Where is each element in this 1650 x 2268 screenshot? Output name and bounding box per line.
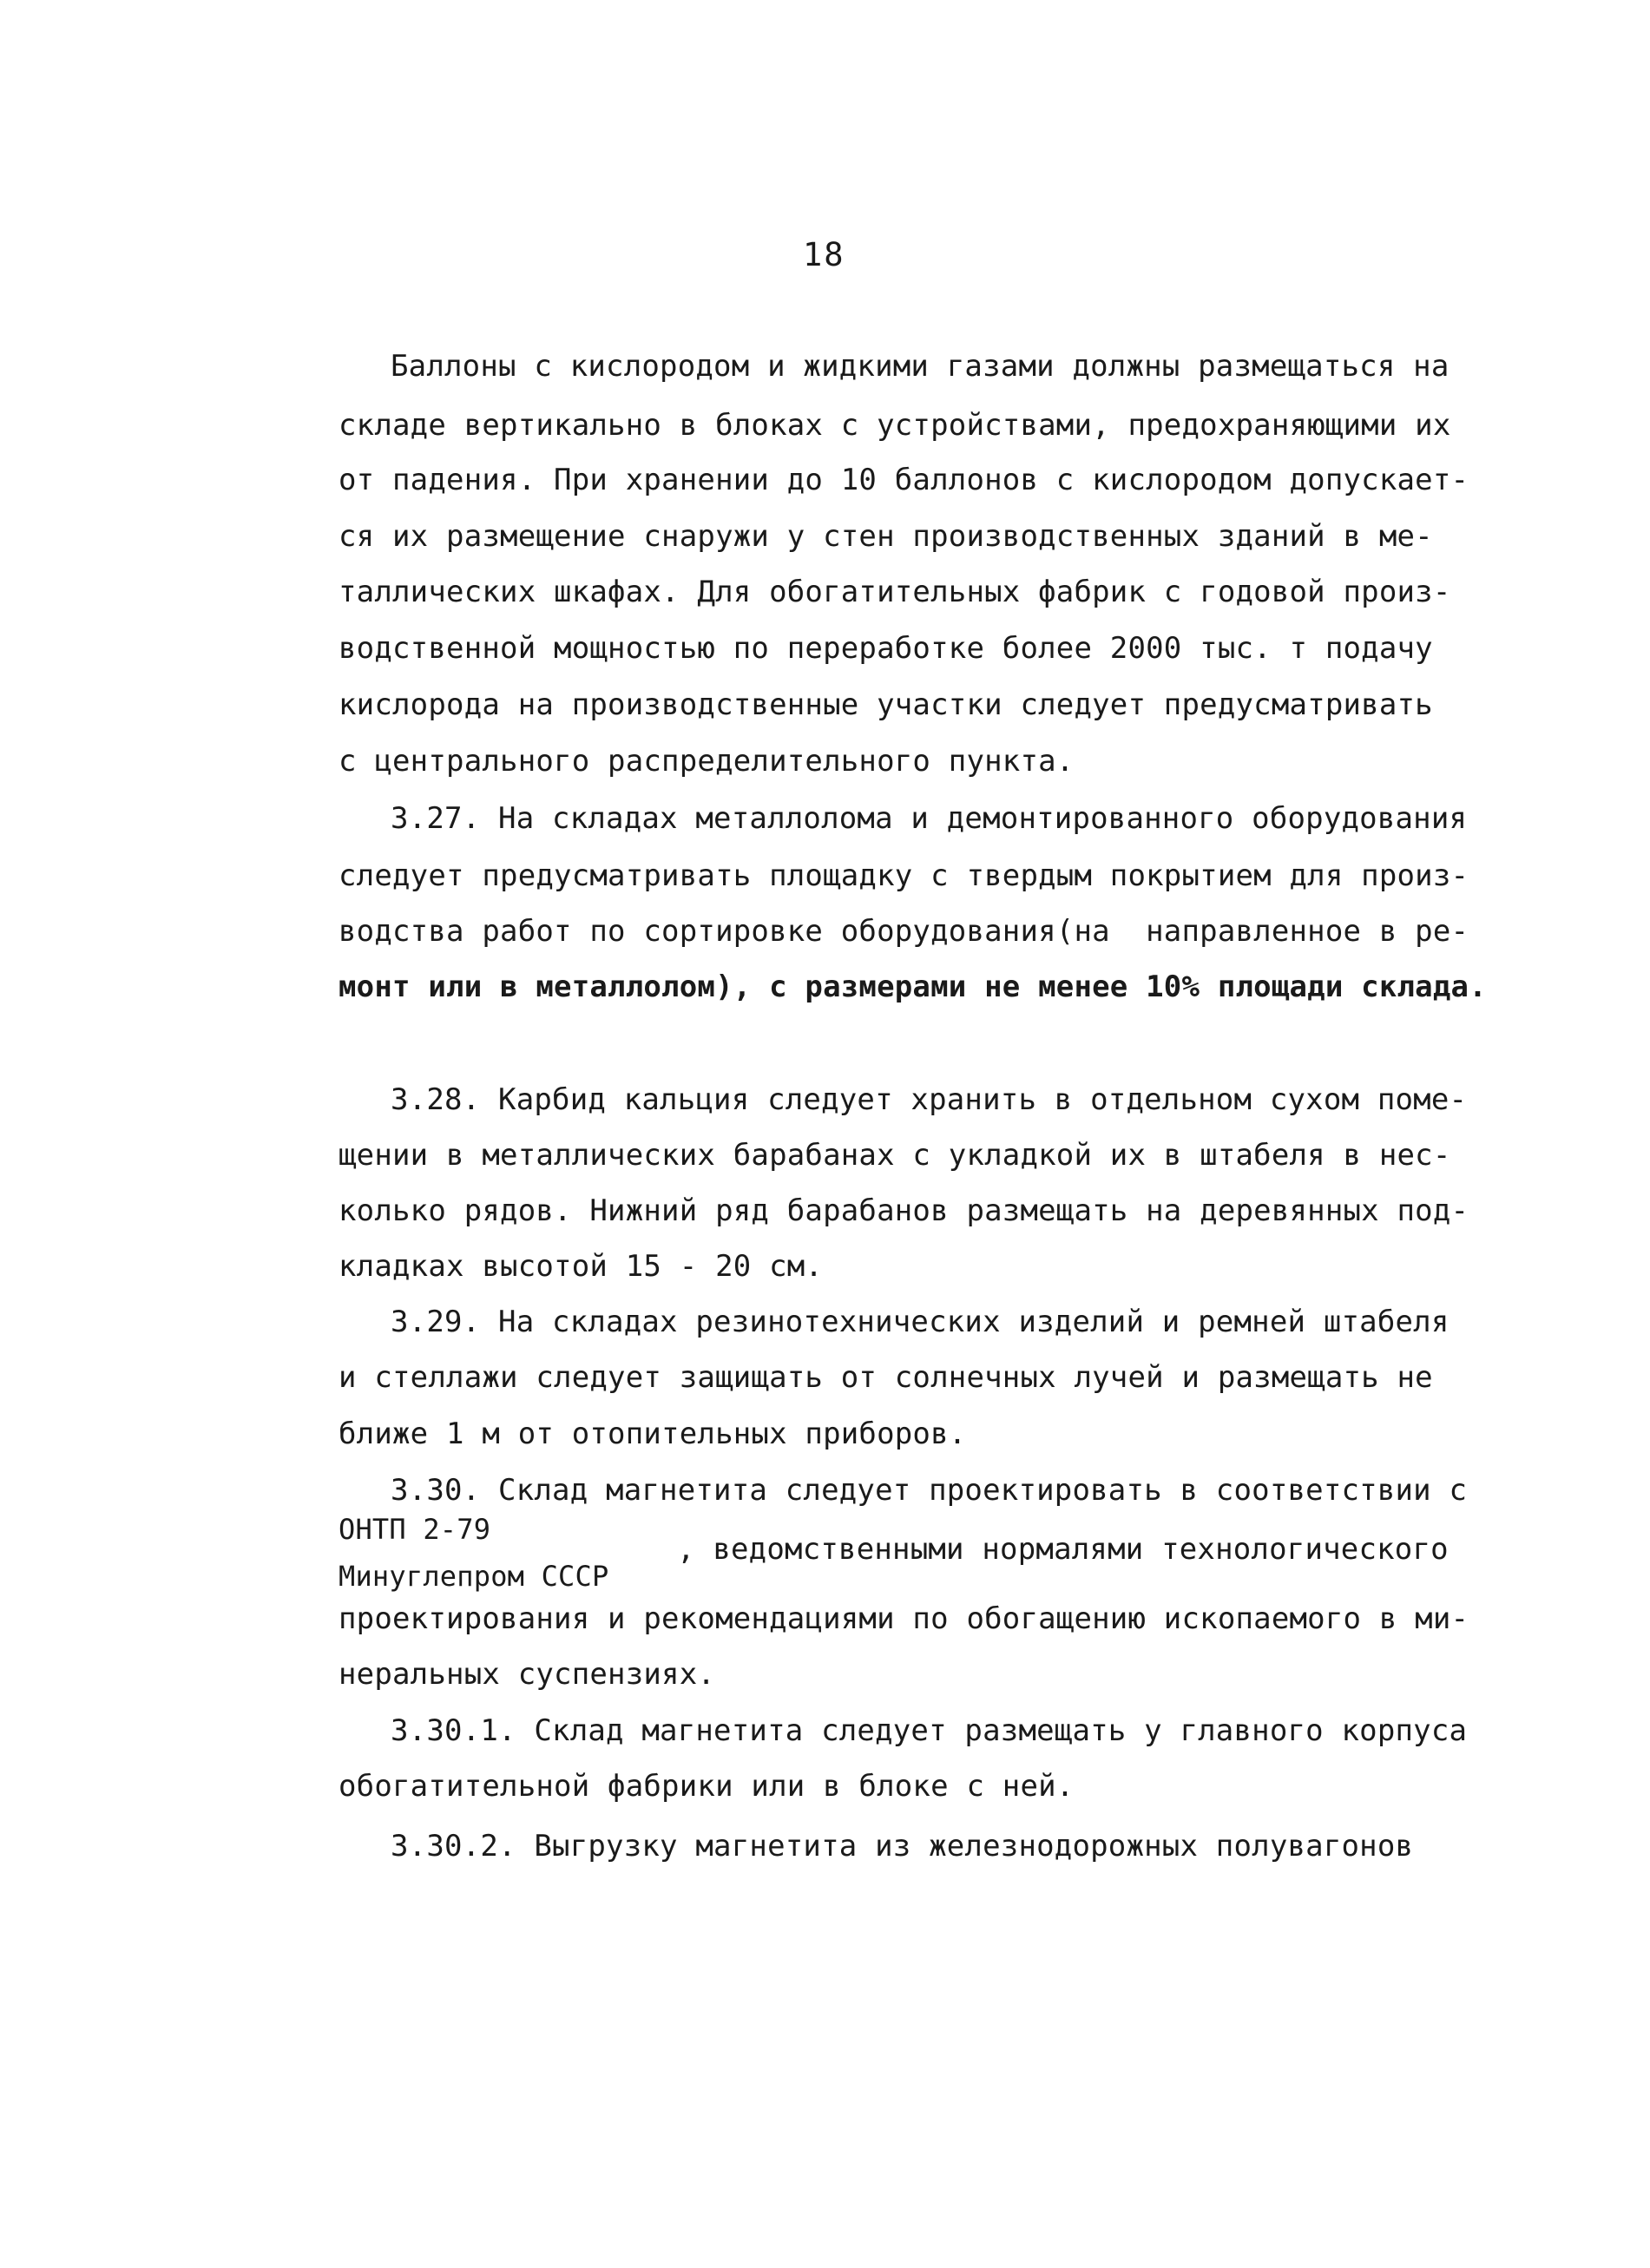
page-number: 18 (803, 236, 845, 273)
ministry-reference: Минуглепром СССР (339, 1560, 609, 1593)
text-line: неральных суспензиях. (339, 1657, 716, 1692)
text-line: складе вертикально в блоках с устройствами, предохраняющими их (339, 408, 1451, 443)
text-line: ближе 1 м от отопительных приборов. (339, 1417, 967, 1451)
text-line: ся их размещение снаружи у стен производственных зданий в ме- (339, 519, 1433, 554)
text-line: обогатительной фабрики или в блоке с ней. (339, 1769, 1075, 1804)
text-line: 3.27. На складах металлолома и демонтированного оборудования (391, 801, 1468, 836)
text-line: колько рядов. Нижний ряд барабанов размещать на деревянных под- (339, 1193, 1469, 1228)
text-line: 3.29. На складах резинотехнических изделий и ремней штабеля (391, 1305, 1450, 1339)
text-line: 3.30. Склад магнетита следует проектировать в соответствии с (391, 1473, 1468, 1508)
text-line: , ведомственными нормалями технологического (677, 1532, 1449, 1567)
text-line: 3.30.1. Склад магнетита следует размещать у главного корпуса (391, 1713, 1468, 1748)
text-line: таллических шкафах. Для обогатительных фабрик с годовой произ- (339, 575, 1451, 609)
text-line: 3.28. Карбид кальция следует хранить в отдельном сухом поме- (391, 1082, 1468, 1117)
text-line: кислорода на производственные участки следует предусматривать (339, 687, 1433, 722)
text-line: Баллоны с кислородом и жидкими газами должны размещаться на (391, 349, 1450, 384)
text-line: с центрального распределительного пункта. (339, 744, 1075, 779)
text-line: от падения. При хранении до 10 баллонов с кислородом допускает- (339, 463, 1469, 497)
text-line: кладках высотой 15 - 20 см. (339, 1249, 824, 1284)
text-line: щении в металлических барабанах с укладкой их в штабеля в нес- (339, 1138, 1451, 1173)
text-line: водственной мощностью по переработке более 2000 тыс. т подачу (339, 631, 1433, 666)
norm-reference: ОНТП 2-79 (339, 1513, 491, 1546)
text-line: водства работ по сортировке оборудования(на направленное в ре- (339, 914, 1469, 949)
text-line: следует предусматривать площадку с твердым покрытием для произ- (339, 858, 1469, 893)
text-line: проектирования и рекомендациями по обогащению ископаемого в ми- (339, 1601, 1469, 1636)
text-line: и стеллажи следует защищать от солнечных лучей и размещать не (339, 1360, 1433, 1395)
text-line: 3.30.2. Выгрузку магнетита из железнодорожных полувагонов (391, 1829, 1414, 1864)
text-line: монт или в металлолом), с размерами не менее 10% площади склада. (339, 970, 1487, 1004)
